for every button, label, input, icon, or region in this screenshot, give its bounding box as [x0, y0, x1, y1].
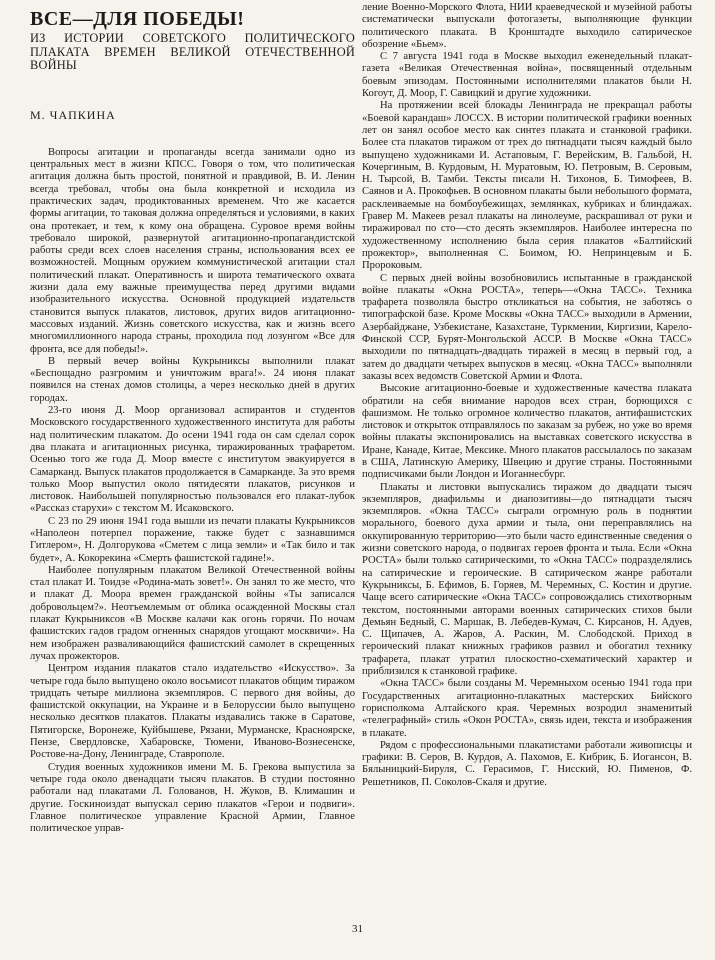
- page-number: 31: [352, 923, 363, 935]
- article-subtitle: ИЗ ИСТОРИИ СОВЕТСКОГО ПОЛИТИЧЕСКОГО ПЛАКАТА ВРЕМЕН ВЕЛИКОЙ ОТЕЧЕСТВЕННОЙ ВОЙНЫ: [30, 31, 355, 72]
- paragraph: С 23 по 29 июня 1941 года вышли из печати плакаты Кукрыниксов «Наполеон потерпел поражение, также будет с зазнавшимся Гитлером», Н. Долгорукова «Сметем с лица земли» и «Так било и так будет», А. Кокорекина «Смерть фашистской гадине!».: [30, 515, 355, 564]
- paragraph: Студия военных художников имени М. Б. Грекова выпустила за четыре года около двенадцати тысяч плакатов. В студии постоянно работали над плакатами Л. Голованов, Н. Жуков, В. Климашин и другие. Госкиноиздат выпускал серию плакатов «Герои и подвиги». Главное политическое управление Красной Армии, Главное политическое управ-: [30, 761, 355, 835]
- paragraph: С 7 августа 1941 года в Москве выходил еженедельный плакат-газета «Великая Отечественная война», посвященный отдельным боевым эпизодам. Постоянными исполнителями плакатов были Н. Когоут, Д. Моор, Г. Савицкий и другие художники.: [362, 51, 692, 100]
- article-title: ВСЕ—ДЛЯ ПОБЕДЫ!: [30, 8, 245, 30]
- paragraph: С первых дней войны возобновились испытанные в гражданской войне плакаты «Окна РОСТА», теперь—«Окна ТАСС». Техника трафарета позволяла быстро откликаться на события, не заботясь о типографской базе. Кроме Москвы «Окна ТАСС» выходили в Армении, Азербайджане, Узбекистане, Казахстане, Туркмении, Киргизии, Карело-Финской ССР, Бурят-Монгольской АССР. В Москве «Окна ТАСС» выходили по пятнадцать-двадцать тиражей в месяц в первый год, а затем до двадцати четырех выпусков в месяц. «Окна ТАСС» выполняли заказы всех ведомств Советской Армии и Флота.: [362, 272, 692, 382]
- left-column: [30, 8, 355, 835]
- paragraph: Высокие агитационно-боевые и художественные качества плаката обратили на себя внимание народов всех стран, борющихся с фашизмом. Не только огромное количество плакатов, антифашистских листовок и открыток отправлялось по заказам за рубеж, но уже во время войны плакаты экспонировались на выставках советского искусства в Иране, Канаде, Китае, Мексике. Много плакатов рассылалось по заказам в США, Латинскую Америку, Швецию и другие страны. Постоянными подписчиками были Лондон и Иоганнесбург.: [362, 383, 692, 481]
- right-column: [362, 2, 692, 789]
- paragraph: Вопросы агитации и пропаганды всегда занимали одно из центральных мест в жизни КПСС. Говоря о том, что политическая агитация должна быть простой, понятной и правдивой, В. И. Ленин всегда требовал, чтобы она была конкретной и исходила из практических задач, продиктованных временем. Что же касается формы агитации, то таковая должна определяться и условиями, в каких она протекает, и тем, к кому она обращена. Суровое время войны требовало широкой, развернутой агитационно-пропагандистской работы среди всех слоев населения страны, использования всех ее возможностей. Мощным оружием коммунистической агитации стал политический плакат. Оперативность и широта тематического охвата жизни дала ему важные преимущества перед другими видами изобразительного искусства. Основной продукцией издательств становится выпуск плакатов, листовок, других видов агитационно-массовых изданий. Жизнь советского искусства, как и жизнь всего многомиллионного народа страны, проходила под лозунгом «Все для фронта, все для победы!».: [30, 146, 355, 355]
- paragraph: Наиболее популярным плакатом Великой Отечественной войны стал плакат И. Тоидзе «Родина-мать зовет!». Он занял то же место, что и плакат Д. Моора времен гражданской войны «Ты записался добровольцем?». Неотъемлемым от облика осажденной Москвы стал плакат Кукрыниксов «В Москве калачи как огонь горячи. По ночам фашистских гадов градом огненных снарядов угощают москвичи». На нем изображен разваливающийся фашистский самолет в скрещенных лучах прожекторов.: [30, 564, 355, 662]
- paragraph: На протяжении всей блокады Ленинграда не прекращал работы «Боевой карандаш» ЛОССХ. В истории политической графики военных лет он занял особое место как синтез плаката и станковой графики. Более ста плакатов тиражом от трех до пятнадцати тысяч каждый было выпущено художниками И. Астаповым, Г. Верейским, В. Гальбой, Н. Кочергиным, В. Курдовым, Н. Муратовым, Ю. Петровым, В. Серовым, Н. Тырсой, В. Тамби. Тексты писали Н. Тихонов, Б. Тимофеев, В. Саянов и А. Прокофьев. В основном плакаты были небольшого формата, расклеиваемые на бомбоубежищах, землянках, кубриках и блиндажах. Гравер М. Макеев резал плакаты на линолеуме, раскрашивал от руки и тиражировал по сто—сто десять экземпляров. Наиболее интересна по художественному исполнению была серия плакатов «Балтийский прожектор», выполненная С. Боимом, Ю. Непринцевым и Б. Пророковым.: [362, 100, 692, 272]
- paragraph: Рядом с профессиональными плакатистами работали живописцы и графики: В. Серов, В. Курдов, А. Пахомов, Е. Кибрик, Б. Иогансон, В. Бялыницкий-Бируля, С. Герасимов, Г. Нисский, Ю. Пименов, Ф. Решетников, П. Соколов-Скаля и другие.: [362, 739, 692, 788]
- paragraph: Плакаты и листовки выпускались тиражом до двадцати тысяч экземпляров, диафильмы и диапозитивы—до пятнадцати тысяч экземпляров. «Окна ТАСС» сыграли огромную роль в поднятии морального, боевого духа армии и тыла, они переправлялись на оккупированную территорию—это были часто единственные сведения о жизни советского народа, о подвигах героев фронта и тыла. Если «Окна РОСТА» были только сатирическими, то «Окна ТАСС» подразделялись на сатирические и героические. В сатирическом жанре работали Кукрыниксы, Б. Ефимов, Б. Горяев, М. Черемных, С. Костин и другие. Чаще всего сатирические «Окна ТАСС» сопровождались стихотворным текстом, постоянными авторами военных сатирических стихов были Демьян Бедный, С. Маршак, В. Лебедев-Кумач, С. Кирсанов, Н. Адуев, С. Щипачев, А. Жаров, А. Раскин, М. Слободской. Приход в героический плакат книжных графиков развил и обогатил технику трафарета, плакат утратил плоскостно-схематический характер и приблизился к станковой графике.: [362, 481, 692, 678]
- article-author: М. ЧАПКИНА: [30, 107, 116, 122]
- paragraph: «Окна ТАСС» были созданы М. Черемныхом осенью 1941 года при Государственных агитационно-плакатных мастерских Бийского горисполкома Алтайского края. Черемных возродил знаменитый «телеграфный» стиль «Окон РОСТА», связь идеи, текста и изображения в плакате.: [362, 678, 692, 739]
- paragraph: В первый вечер войны Кукрыниксы выполнили плакат «Беспощадно разгромим и уничтожим врага!». 24 июня плакат появился на стенах домов столицы, а через несколько дней в других городах.: [30, 355, 355, 404]
- paragraph: 23-го июня Д. Моор организовал аспирантов и студентов Московского государственного художественного института для работы над политическим плакатом. До осени 1941 года он сам сделал сорок два плаката и агитационных рисунка, тиражированных трафаретом. Осенью того же года Д. Моор вместе с институтом эвакуируется в Самарканд. Выпуск плакатов продолжается в Самарканде. За это время только Моор выпустил около пятидесяти плакатов, рисунков и листовок. Наибольшей популярностью пользовался его плакат-лубок «Рассказ старухи» с текстом М. Исаковского.: [30, 405, 355, 515]
- paragraph: Центром издания плакатов стало издательство «Искусство». За четыре года было выпущено около восьмисот плакатов общим тиражом тридцать четыре миллиона экземпляров. С первого дня войны, до фашистской оккупации, на Украине и в Белоруссии было выпущено несколько десятков плакатов. Плакаты издавались также в Саратове, Пятигорске, Воронеже, Куйбышеве, Рязани, Мурманске, Красноярске, Пензе, Свердловске, Хабаровске, Тюмени, Иваново-Вознесенске, Ростове-на-Дону, Ленинграде, Ставрополе.: [30, 663, 355, 761]
- paragraph: ление Военно-Морского Флота, НИИ краеведческой и музейной работы систематически выпускали фотогазеты, выполняющие функции политического плаката. В Кронштадте выходило сатирическое обозрение «Бьем».: [362, 2, 692, 50]
